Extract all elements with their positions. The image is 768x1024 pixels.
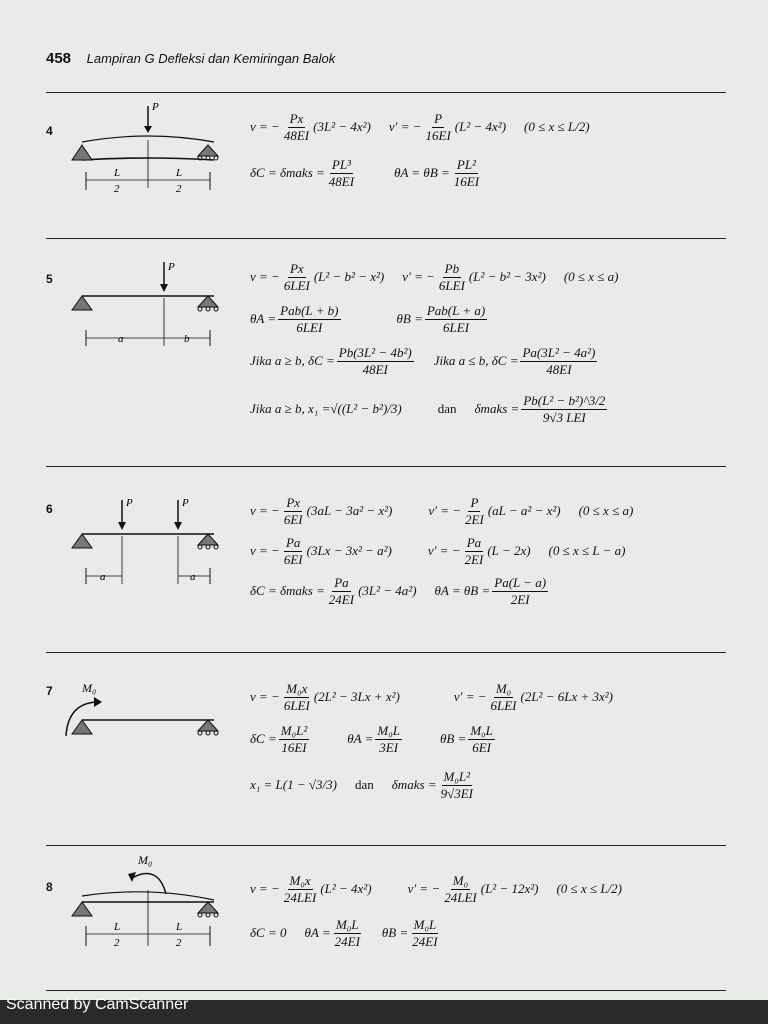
case-number: 8: [46, 880, 53, 894]
range: (0 ≤ x ≤ a): [578, 503, 634, 519]
equation: θA = Pab(L + b) 6LEI θB = Pab(L + a) 6LEI: [250, 303, 486, 335]
divider: [46, 845, 726, 846]
divider: [46, 990, 726, 991]
equation: δC = 0 θA = $\frac{\text{M₀L}}{24EI}$ θB = $\frac{\text{M₀L}}{24EI}$: [250, 917, 438, 949]
svg-text:P: P: [168, 261, 175, 273]
page-header: [46, 50, 335, 67]
equation: v = − Px 6LEI (L² − b² − x²) v′ = − Pb 6LEI (L² − b² − 3x²) (0 ≤ x ≤ a): [250, 261, 619, 293]
svg-text:L: L: [114, 921, 121, 933]
equation: v = − M₀x 6LEI (2L² − 3Lx + x²) v′ = − M₀ 6LEI (2L² − 6Lx + 3x²): [250, 681, 613, 713]
divider: [46, 466, 726, 467]
svg-text:P: P: [126, 497, 133, 509]
svg-text:L: L: [114, 167, 121, 179]
svg-text:a: a: [100, 571, 106, 583]
scanner-footer: Scanned by CamScanner: [6, 996, 189, 1013]
beam-diagram: [68, 850, 238, 950]
svg-text:2: 2: [176, 183, 182, 195]
svg-text:a: a: [118, 333, 124, 345]
svg-text:L: L: [176, 921, 183, 933]
equation: δC = δmaks = $\frac{\text{PL³}}{48EI}$ θA = θB = $\frac{\text{PL²}}{16EI}$: [250, 157, 480, 189]
beam-diagram: [68, 256, 238, 348]
page-title: Lampiran G Defleksi dan Kemiringan Balok: [86, 51, 336, 66]
svg-text:M₀: M₀: [82, 681, 97, 695]
divider: [46, 238, 726, 239]
range: (0 ≤ x ≤ L/2): [556, 881, 623, 897]
equation: δC = $\frac{\text{M₀L²}}{16EI}$ θA = $\frac{\text{M₀L}}{3EI}$ θB = $\frac{\text{M₀L}}{6EI}$: [250, 723, 493, 755]
svg-text:2: 2: [114, 937, 120, 949]
load-label: P: [152, 101, 159, 113]
beam-diagram: [68, 494, 238, 590]
svg-text:L: L: [176, 167, 183, 179]
case-number: 7: [46, 684, 53, 698]
equation: x₁ = L(1 − √3/3) dan δmaks = $\frac{\text{M₀L²}}{9√3EI}$: [250, 769, 473, 801]
case-number: 5: [46, 272, 53, 286]
beam-diagram: [58, 676, 238, 756]
equation: v = − $\frac{Px}{6EI}$ (3aL − 3a² − x²) v′ = − $\frac{P}{2EI}$ (aL − a² − x²) (0 ≤ x ≤ a): [250, 495, 634, 527]
page-number: 458: [46, 50, 72, 67]
equation: Jika a ≥ b, x₁ = √((L² − b²)/3) dan δmaks = Pb(L² − b²)^3/2 9√3 LEI: [250, 393, 606, 425]
equation: δC = δmaks = $\frac{Pa}{24EI}$ (3L² − 4a²) θA = θB = $\frac{Pa(L - a)}{2EI}$: [250, 575, 547, 607]
equation: Jika a ≥ b, δC = $\frac{\text{Pb(3L² − 4b²)}}{48EI}$ Jika a ≤ b, δC = $\frac{\text{Pa(3L² − 4a²)}}{48EI}$: [250, 345, 596, 377]
range: (0 ≤ x ≤ a): [563, 269, 619, 285]
divider: [46, 652, 726, 653]
svg-text:2: 2: [176, 937, 182, 949]
svg-text:P: P: [182, 497, 189, 509]
svg-text:b: b: [184, 333, 190, 345]
svg-text:a: a: [190, 571, 196, 583]
equation: v = − M₀x 24LEI (L² − 4x²) v′ = − M₀ 24LEI (L² − 12x²) (0 ≤ x ≤ L/2): [250, 873, 623, 905]
case-number: 6: [46, 502, 53, 516]
range: (0 ≤ x ≤ L − a): [548, 543, 626, 559]
divider: [46, 92, 726, 93]
beam-diagram: [68, 100, 238, 198]
case-number: 4: [46, 124, 53, 138]
svg-text:2: 2: [114, 183, 120, 195]
equation: v = − $\frac{Px}{48EI}$ (3L² − 4x²) v′ = − $\frac{P}{16EI}$ (L² − 4x²) (0 ≤ x ≤ L/2): [250, 111, 590, 143]
range: (0 ≤ x ≤ L/2): [524, 119, 590, 135]
svg-text:M₀: M₀: [138, 853, 153, 867]
equation: v = − $\frac{Pa}{6EI}$ (3Lx − 3x² − a²) v′ = − $\frac{Pa}{2EI}$ (L − 2x) (0 ≤ x ≤ L − a): [250, 535, 626, 567]
